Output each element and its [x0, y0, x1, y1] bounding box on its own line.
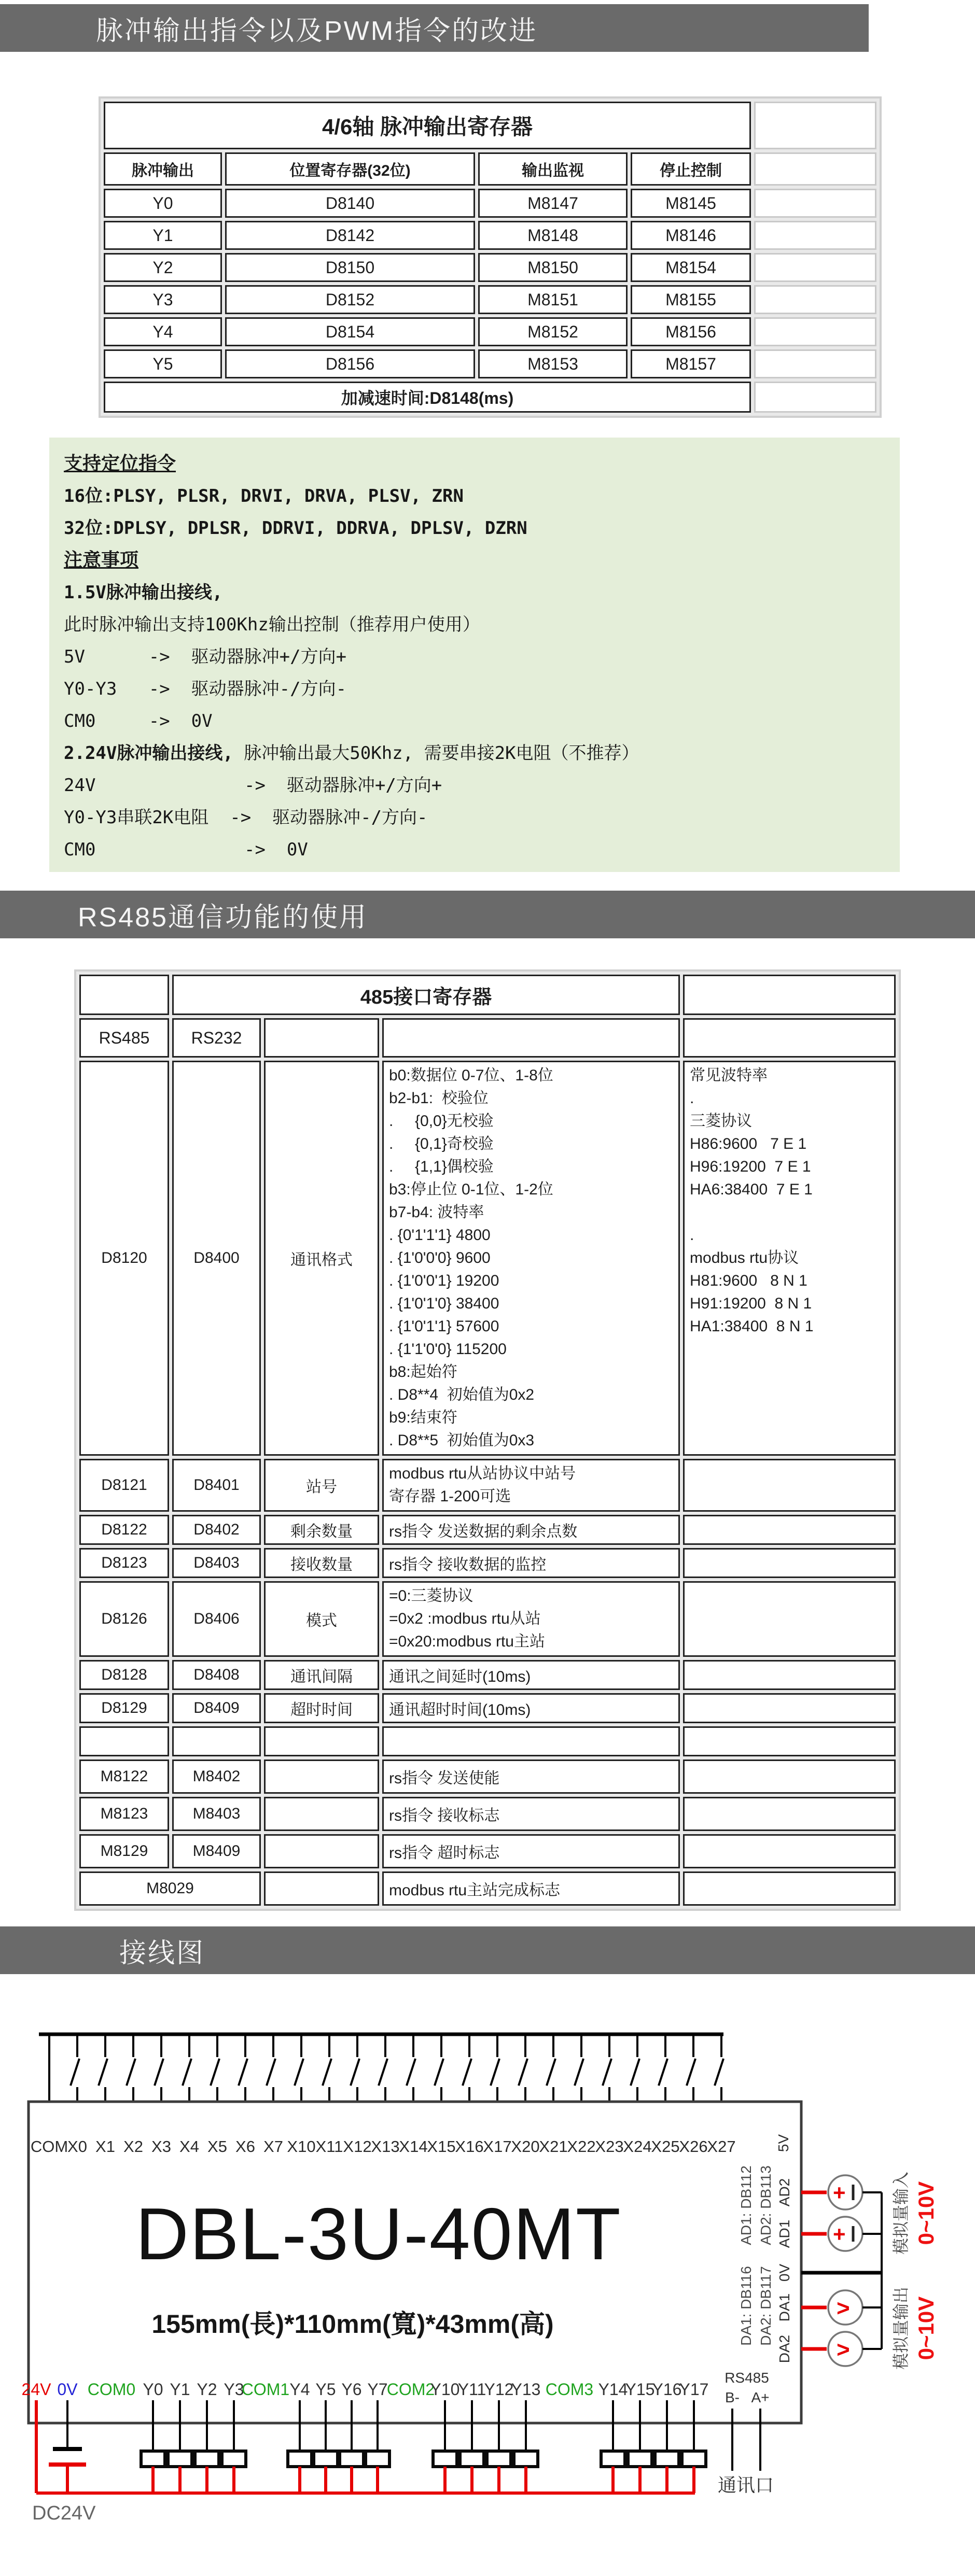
note-line: CM0 -> 0V [64, 839, 308, 860]
ad2-register-label: AD2: DB113 [758, 2165, 774, 2245]
cell: M8154 [631, 253, 751, 282]
table-title: 4/6轴 脉冲输出寄存器 [104, 102, 751, 149]
note-line: 5V -> 驱动器脉冲+/方向+ [64, 646, 347, 667]
reg-rs232: D8403 [172, 1548, 261, 1578]
empty-cell [683, 1548, 896, 1578]
empty-cell [264, 1871, 379, 1906]
terminal-label: Y10 [430, 2380, 460, 2399]
terminal-label: X26 [679, 2137, 708, 2156]
table-row-d8122 [79, 1515, 896, 1545]
da1-register-label: DA1: DB116 [738, 2266, 754, 2346]
empty-cell [264, 1759, 379, 1794]
table-row [104, 253, 876, 282]
note-line: 此时脉冲输出支持100Khz输出控制（推荐用户使用） [64, 614, 480, 635]
section-title: 接线图 [119, 1938, 205, 1968]
terminal-label: X13 [371, 2137, 400, 2156]
reg-rs485: D8129 [79, 1693, 169, 1723]
terminal-label: X10 [287, 2137, 316, 2156]
col-header: 位置寄存器(32位) [225, 152, 475, 186]
note-line: Y0-Y3串联2K电阻 -> 驱动器脉冲-/方向- [64, 807, 428, 828]
empty-cell [754, 152, 876, 186]
empty-cell [754, 253, 876, 282]
reg-rs485: M8123 [79, 1797, 169, 1831]
table-row [104, 317, 876, 346]
reg-name: 剩余数量 [264, 1515, 379, 1545]
terminal-label-com1: COM1 [241, 2380, 290, 2399]
cell: M8157 [631, 349, 751, 378]
table-row-d8129 [79, 1693, 896, 1723]
spacer-row [79, 1726, 896, 1756]
terminal-label-ad1: AD1 [776, 2219, 792, 2248]
terminal-label-0v: 0V [776, 2263, 792, 2282]
terminal-label: X24 [623, 2137, 652, 2156]
terminal-label: X17 [483, 2137, 512, 2156]
terminal-label-com3: COM3 [545, 2380, 594, 2399]
empty-cell [683, 975, 896, 1015]
reg-name: 接收数量 [264, 1548, 379, 1578]
reg-rs485: D8122 [79, 1515, 169, 1545]
reg-description: rs指令 超时标志 [382, 1834, 680, 1868]
page [0, 4, 975, 2524]
table-footer: 加减速时间:D8148(ms) [104, 382, 751, 413]
reg-description: 通讯之间延时(10ms) [382, 1660, 680, 1690]
cell: D8142 [225, 221, 475, 250]
terminal-label: X11 [315, 2137, 343, 2156]
col-header: 脉冲输出 [104, 152, 222, 186]
cell: Y5 [104, 349, 222, 378]
reg-rs485: D8126 [79, 1581, 169, 1657]
reg-description: rs指令 发送数据的剩余点数 [382, 1515, 680, 1545]
terminal-label: Y6 [341, 2380, 362, 2399]
cell: M8156 [631, 317, 751, 346]
empty-cell [683, 1515, 896, 1545]
empty-cell [79, 1726, 169, 1756]
plus-icon: + [833, 2222, 846, 2246]
terminal-label: Y4 [289, 2380, 310, 2399]
empty-cell [683, 1581, 896, 1657]
plus-icon: + [833, 2180, 846, 2205]
cell: M8150 [478, 253, 628, 282]
terminal-label: X16 [455, 2137, 484, 2156]
reg-rs232: D8401 [172, 1459, 261, 1512]
note-line: CM0 -> 0V [64, 711, 213, 731]
cell: M8145 [631, 189, 751, 218]
terminal-label: Y12 [484, 2380, 514, 2399]
terminal-label-da1: DA1 [776, 2293, 792, 2322]
terminal-label: Y1 [170, 2380, 190, 2399]
cell: M8146 [631, 221, 751, 250]
terminal-label-rs485: RS485 [725, 2370, 769, 2386]
cell: M8152 [478, 317, 628, 346]
ad1-register-label: AD1: DB112 [738, 2165, 754, 2245]
terminal-label: Y14 [598, 2380, 628, 2399]
reg-rs485: D8123 [79, 1548, 169, 1578]
terminal-label: X14 [399, 2137, 428, 2156]
terminal-label-da2: DA2 [776, 2334, 792, 2363]
terminal-label-24v: 24V [21, 2380, 51, 2399]
reg-notes: 常见波特率 . 三菱协议 H86:9600 7 E 1 H96:19200 7 E 1 HA6:38400 7 E 1 . modbus rtu协议 H81:9600 8 N 1 H91:19200 8 N 1 HA1:38400 8 N 1 [683, 1061, 896, 1456]
table-row [104, 349, 876, 378]
col-header: RS485 [79, 1018, 169, 1058]
section-header-rs485 [0, 891, 975, 938]
analog-output-label: 模拟量输出 [892, 2286, 910, 2370]
terminal-label: Y17 [679, 2380, 709, 2399]
reg-name: 通讯间隔 [264, 1660, 379, 1690]
empty-cell [754, 317, 876, 346]
empty-cell [754, 349, 876, 378]
terminal-label: Y0 [143, 2380, 163, 2399]
cell: M8147 [478, 189, 628, 218]
table-row-d8128 [79, 1660, 896, 1690]
terminal-label: X15 [427, 2137, 456, 2156]
col-header: 停止控制 [631, 152, 751, 186]
cell: Y4 [104, 317, 222, 346]
terminal-label: Y3 [224, 2380, 244, 2399]
reg-rs232: M8402 [172, 1759, 261, 1794]
reg-name: 通讯格式 [264, 1061, 379, 1456]
reg-description: =0:三菱协议 =0x2 :modbus rtu从站 =0x20:modbus rtu主站 [382, 1581, 680, 1657]
empty-cell [79, 975, 169, 1015]
reg-rs485: D8128 [79, 1660, 169, 1690]
cell: Y0 [104, 189, 222, 218]
reg-description: b0:数据位 0-7位、1-8位 b2-b1: 校验位 . {0,0}无校验 . {0,1}奇校验 . {1,1}偶校验 b3:停止位 0-1位、1-2位 b7-b4: 波特率 . {0'1'1'1} 4800 . {1'0'0'0} 9600 . {1'0'0'1} 19200 . {1'0'1'0} 38400 . {1'0'1'1} 57600 . {1'1'0'0} 115200 b8:起始符 . D8**4 初始值为0x2 b9:结束符 . D8**5 初始值为0x3 [382, 1061, 680, 1456]
terminal-label: Y15 [625, 2380, 655, 2399]
terminal-label: X0 [67, 2137, 87, 2156]
terminal-label: X3 [151, 2137, 171, 2156]
cell: D8156 [225, 349, 475, 378]
empty-cell [264, 1797, 379, 1831]
terminal-label-5v: 5V [775, 2134, 791, 2152]
table-title: 485接口寄存器 [172, 975, 680, 1015]
terminal-label: X23 [595, 2137, 624, 2156]
terminal-label-b-minus: B- [725, 2389, 740, 2405]
cell: Y1 [104, 221, 222, 250]
empty-cell [754, 285, 876, 314]
plc-dimensions: 155mm(長)*110mm(寬)*43mm(高) [151, 2310, 554, 2339]
voltmeter-glyph: > [837, 2337, 850, 2362]
reg-rs232: D8400 [172, 1061, 261, 1456]
note-line: Y0-Y3 -> 驱动器脉冲-/方向- [64, 679, 347, 699]
cell: M8148 [478, 221, 628, 250]
cell: D8150 [225, 253, 475, 282]
reg-description: rs指令 接收标志 [382, 1797, 680, 1831]
table-row-d8126 [79, 1581, 896, 1657]
terminal-label-ad2: AD2 [776, 2178, 792, 2207]
reg-description: modbus rtu主站完成标志 [382, 1871, 680, 1906]
analog-input-range: 0~10V [914, 2181, 938, 2245]
terminal-label: COM [30, 2137, 68, 2156]
reg-rs232: D8406 [172, 1581, 261, 1657]
note-line: 24V -> 驱动器脉冲+/方向+ [64, 775, 442, 796]
reg-description: 通讯超时时间(10ms) [382, 1693, 680, 1723]
positioning-notes-panel [49, 438, 900, 872]
rs485-register-table [74, 969, 901, 1911]
table-row [104, 189, 876, 218]
section-header-pulse-output [0, 4, 869, 52]
reg-rs232: D8409 [172, 1693, 261, 1723]
reg-rs232: M8409 [172, 1834, 261, 1868]
empty-cell [264, 1726, 379, 1756]
note-line: 1.5V脉冲输出接线, [64, 582, 223, 603]
terminal-label: Y16 [652, 2380, 682, 2399]
terminal-label: Y13 [511, 2380, 541, 2399]
wiring-diagram [0, 1974, 975, 2576]
empty-cell [754, 221, 876, 250]
empty-cell [382, 1018, 680, 1058]
reg-description: modbus rtu从站协议中站号 寄存器 1-200可选 [382, 1459, 680, 1512]
terminal-label: X20 [511, 2137, 540, 2156]
reg-rs232: M8403 [172, 1797, 261, 1831]
plc-model: DBL-3U-40MT [135, 2193, 622, 2275]
table-row [104, 221, 876, 250]
terminal-label: X27 [707, 2137, 736, 2156]
reg-rs485: M8122 [79, 1759, 169, 1794]
terminal-label: Y7 [367, 2380, 388, 2399]
table-row-m8129 [79, 1834, 896, 1868]
empty-cell [683, 1834, 896, 1868]
table-row-m8029 [79, 1871, 896, 1906]
table-row [104, 285, 876, 314]
terminal-label: X4 [179, 2137, 199, 2156]
terminal-label-0v: 0V [57, 2380, 78, 2399]
terminal-label: Y2 [197, 2380, 217, 2399]
empty-cell [683, 1797, 896, 1831]
empty-cell [683, 1759, 896, 1794]
note-line: 注意事项 [64, 550, 139, 571]
cell: M8151 [478, 285, 628, 314]
dc24v-label: DC24V [32, 2502, 96, 2524]
comm-port-label: 通讯口 [717, 2474, 774, 2496]
empty-cell [264, 1018, 379, 1058]
pulse-register-table [99, 96, 882, 418]
terminal-label: X2 [123, 2137, 143, 2156]
terminal-label: X25 [651, 2137, 680, 2156]
reg-rs485: D8121 [79, 1459, 169, 1512]
table-row-d8121 [79, 1459, 896, 1512]
cell: D8152 [225, 285, 475, 314]
analog-output-range: 0~10V [914, 2296, 938, 2360]
da2-register-label: DA2: DB117 [758, 2266, 774, 2346]
terminal-label: X1 [95, 2137, 115, 2156]
reg-name: 超时时间 [264, 1693, 379, 1723]
terminal-label-a-plus: A+ [751, 2389, 770, 2405]
reg-rs485: M8129 [79, 1834, 169, 1868]
cell: M8155 [631, 285, 751, 314]
reg-rs485: D8120 [79, 1061, 169, 1456]
table-row-d8123 [79, 1548, 896, 1578]
reg-description: rs指令 接收数据的监控 [382, 1548, 680, 1578]
terminal-label: X7 [263, 2137, 283, 2156]
note-line: 32位:DPLSY, DPLSR, DDRVI, DDRVA, DPLSV, DZRN [64, 518, 527, 539]
col-header: RS232 [172, 1018, 261, 1058]
terminal-label: Y5 [315, 2380, 336, 2399]
terminal-label: X5 [207, 2137, 227, 2156]
terminal-label: X12 [343, 2137, 372, 2156]
empty-cell [754, 382, 876, 413]
voltmeter-glyph: > [837, 2296, 850, 2321]
terminal-label: Y11 [457, 2380, 486, 2399]
empty-cell [683, 1693, 896, 1723]
reg-rs232: D8408 [172, 1660, 261, 1690]
reg-name: 站号 [264, 1459, 379, 1512]
empty-cell [683, 1459, 896, 1512]
empty-cell [683, 1726, 896, 1756]
reg-shared: M8029 [79, 1871, 261, 1906]
section-header-wiring [0, 1926, 975, 1974]
cell: Y2 [104, 253, 222, 282]
analog-input-label: 模拟量输入 [892, 2171, 910, 2255]
note-line: 支持定位指令 [64, 453, 176, 474]
empty-cell [754, 102, 876, 149]
reg-description: rs指令 发送使能 [382, 1759, 680, 1794]
section-title: RS485通信功能的使用 [78, 902, 368, 933]
terminal-label: X21 [539, 2137, 568, 2156]
note-line: 16位:PLSY, PLSR, DRVI, DRVA, PLSV, ZRN [64, 486, 464, 506]
table-row-m8123 [79, 1797, 896, 1831]
empty-cell [683, 1871, 896, 1906]
empty-cell [172, 1726, 261, 1756]
empty-cell [683, 1660, 896, 1690]
reg-rs232: D8402 [172, 1515, 261, 1545]
terminal-label-com0: COM0 [87, 2380, 136, 2399]
empty-cell [264, 1834, 379, 1868]
empty-cell [683, 1018, 896, 1058]
cell: Y3 [104, 285, 222, 314]
table-row-m8122 [79, 1759, 896, 1794]
terminal-label: X22 [567, 2137, 596, 2156]
cell: D8154 [225, 317, 475, 346]
note-line: 2.24V脉冲输出接线, 脉冲输出最大50Khz, 需要串接2K电阻（不推荐） [64, 743, 639, 764]
terminal-label: X6 [235, 2137, 255, 2156]
cell: M8153 [478, 349, 628, 378]
empty-cell [382, 1726, 680, 1756]
cell: D8140 [225, 189, 475, 218]
table-row-d8120 [79, 1061, 896, 1456]
empty-cell [754, 189, 876, 218]
section-title: 脉冲输出指令以及PWM指令的改进 [96, 16, 538, 46]
reg-name: 模式 [264, 1581, 379, 1657]
col-header: 输出监视 [478, 152, 628, 186]
terminal-label-com2: COM2 [386, 2380, 435, 2399]
